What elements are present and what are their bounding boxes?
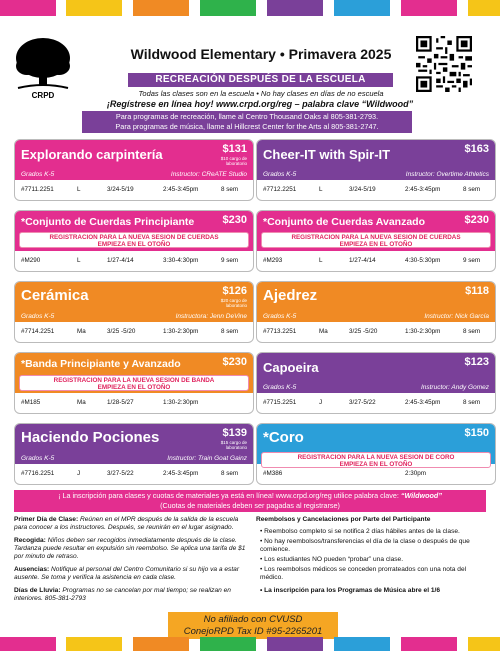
contact-recreation: Para programas de recreación, llame al Centro Thousand Oaks al 805-381-2793. [115,112,379,121]
class-price: $163 [464,143,489,155]
class-instructor: Instructor: Train Goat Gainz [167,455,247,462]
class-price: $230 [222,356,247,368]
class-dates: 3/27-5/22 [107,470,134,477]
class-instructor: Instructor: Overtime Athletics [405,171,489,178]
contact-music: Para programas de música, llame al Hillcrest Center for the Arts al 805-381-2747. [115,122,379,131]
class-sessions: 8 sem [221,328,239,335]
class-instructor: Instructor: CReATE Studio [170,171,247,178]
policy-label: Primer Día de Clase: [14,516,79,523]
class-sessions: 9 sem [463,257,481,264]
top-color-strip [0,0,500,16]
class-name: Cerámica [21,287,89,304]
class-card-pociones[interactable] [14,423,254,485]
class-schedule-row [15,184,253,196]
card-header [257,140,495,170]
refund-item: • Los reembolsos médicos se conceden prorrateados con una nota del médico. [260,566,467,581]
class-code: #M386 [263,470,283,477]
class-sessions: 8 sem [221,186,239,193]
registration-notice [19,375,249,391]
policy-rain-days [14,587,250,603]
card-subheader [257,170,495,180]
refund-item: • No hay reembolsos/transferencias el día de la clase o después de que comience. [260,538,470,553]
card-header [15,282,253,312]
class-schedule-row [257,397,495,409]
card-subheader [257,312,495,322]
class-name: Explorando carpintería [21,147,163,162]
class-code: #M290 [21,257,41,264]
logo-text: CRPD [31,91,55,100]
class-schedule-row [15,255,253,267]
class-price: $118 [465,285,489,297]
class-instructor: Instructora: Jenn DeVine [175,313,247,320]
class-dates: 3/27-5/22 [349,399,376,406]
class-time: 1:30-2:30pm [163,328,199,335]
class-day: L [319,186,323,193]
class-schedule-row [257,326,495,338]
registration-notice [261,232,491,248]
class-grades: Grados K-5 [263,313,297,320]
class-grades: Grados K-5 [263,384,297,391]
class-schedule-row [15,326,253,338]
class-day: Ma [319,328,328,335]
policy-text: Notifique al personal del Centro Comunitario si su hijo va a estar ausente. Se toma y verifica la asistencia en cada clase. [14,566,240,581]
class-instructor: Instructor: Andy Gomez [420,384,489,391]
class-dates: 1/27-4/14 [349,257,376,264]
class-grades: Grados K-5 [21,455,55,462]
class-card-coro[interactable] [256,423,496,485]
card-subheader [257,383,495,393]
policy-absences [14,566,250,582]
page-title: Wildwood Elementary • Primavera 2025 [130,46,392,62]
music-registration-note: • La inscripción para los Programas de Música abre el 1/6 [260,587,441,594]
class-card-cuerdas-avanzado[interactable] [256,210,496,272]
class-card-cuerdas-principiante[interactable] [14,210,254,272]
crpd-tree-logo [14,34,72,104]
class-card-banda[interactable] [14,352,254,414]
class-day: Ma [77,399,86,406]
class-time: 2:45-3:45pm [163,470,199,477]
notice-line: EMPIEZA EN EL OTOÑO [339,461,413,468]
policy-pickup [14,537,250,561]
class-sessions: 8 sem [463,328,481,335]
class-day: Ma [77,328,86,335]
class-day: L [319,257,323,264]
class-schedule-row [257,184,495,196]
class-code: #7715.2251 [263,399,297,406]
notice-line: REGISTRACION PARA LA NUEVA SESION DE CUERDAS [291,233,461,241]
contact-box [82,111,412,133]
class-card-ajedrez[interactable] [256,281,496,343]
class-code: #7711.2251 [21,186,54,193]
class-day: J [77,470,81,477]
class-card-ceramica[interactable] [14,281,254,343]
class-schedule-row [257,468,495,480]
class-schedule-row [15,397,253,409]
class-grades: Grados K-5 [21,171,55,178]
class-name: *Conjunto de Cuerdas Avanzado [263,216,425,228]
policy-text: Niños deben ser recogidos inmediatamente después de la clase. Tardanza puede resultar en expulsión sin reembolso. Se aplica una tarifa de $1 por minuto de retraso. [14,537,246,560]
notice-line: EMPIEZA EN EL OTOÑO [97,384,171,391]
card-subheader [15,312,253,322]
class-sessions: 8 sem [221,470,239,477]
policy-label: Recogida: [14,537,46,544]
class-name: Ajedrez [263,287,318,304]
class-price: $123 [464,356,489,368]
class-name: Capoeira [263,360,319,375]
online-registration-text [14,491,486,501]
program-banner: RECREACIÓN DESPUÉS DE LA ESCUELA [128,73,393,87]
class-dates: 3/24-5/19 [349,186,376,193]
registration-notice [261,452,491,468]
card-header [257,424,495,454]
class-sessions: 8 sem [463,399,481,406]
class-time: 2:30pm [405,470,427,477]
lab-fee: $20 cargo de laboratorio [220,298,247,308]
card-header [15,140,253,170]
class-price: $126 [222,285,247,297]
online-keyword: “Wildwood” [400,491,442,500]
refunds-section [256,516,486,595]
lab-fee: $10 cargo de laboratorio [220,156,247,166]
class-code: #7716.2251 [21,470,55,477]
class-code: #7712.2251 [263,186,297,193]
class-price: $139 [222,427,247,439]
class-price: $150 [464,427,489,439]
online-line: ¡ La inscripción para clases y cuotas de materiales ya está en línea! www.crpd.org/reg utilice palabra clave: [58,491,401,500]
tagline: Todas las clases son en la escuela • No hay clases en días de no escuela [138,89,384,98]
class-code: #7714.2251 [21,328,55,335]
class-sessions: 9 sem [221,257,239,264]
qr-code[interactable] [416,36,472,92]
footer-tax-box [168,612,338,639]
class-code: #M293 [263,257,283,264]
online-registration-bar[interactable] [14,490,486,512]
notice-line: REGISTRACION PARA LA NUEVA SESION DE CORO [297,453,455,461]
refunds-list [256,528,486,582]
bottom-color-strip [0,637,500,651]
class-code: #7713.2251 [263,328,297,335]
class-card-cheer[interactable] [256,139,496,201]
policy-first-day [14,516,250,532]
not-affiliated: No afiliado con CVUSD [203,614,303,625]
class-name: *Banda Principiante y Avanzado [21,358,181,370]
class-grades: Grados K-5 [263,171,297,178]
class-time: 3:30-4:30pm [163,257,199,264]
refund-item: • Reembolso completo si se notifica 2 días hábiles antes de la clase. [260,528,460,535]
class-name: *Conjunto de Cuerdas Principiante [21,216,195,228]
class-time: 1:30-2:30pm [163,399,199,406]
card-header [257,282,495,312]
policies-section [14,516,250,608]
policy-text: Programas no se cancelan por mal tiempo; se realizan en interiores. 805-381-2793 [14,587,231,602]
class-name: Cheer-IT with Spir-IT [263,147,391,162]
class-dates: 1/27-4/14 [107,257,134,264]
class-time: 4:30-5:30pm [405,257,441,264]
class-card-carpinteria[interactable] [14,139,254,201]
notice-line: REGISTRACION PARA LA NUEVA SESION DE BANDA [53,376,215,384]
class-price: $131 [222,143,247,155]
class-time: 2:45-3:45pm [405,186,441,193]
class-day: L [77,186,81,193]
register-online-link[interactable]: ¡Regístrese en línea hoy! www.crpd.org/reg – palabra clave “Wildwood” [106,99,414,109]
class-name: Haciendo Pociones [21,429,160,446]
class-time: 1:30-2:30pm [405,328,441,335]
class-dates: 1/28-5/27 [107,399,134,406]
lab-fee: $15 cargo de laboratorio [220,440,247,450]
notice-line: REGISTRACION PARA LA NUEVA SESION DE CUERDAS [49,233,219,241]
class-price: $230 [222,214,247,226]
class-code: #M185 [21,399,41,406]
class-dates: 3/24-5/19 [107,186,134,193]
class-schedule-row [15,468,253,480]
class-instructor: Instructor: Nick García [424,313,489,320]
card-subheader [15,170,253,180]
refund-item: • Los estudiantes NO pueden “probar” una clase. [260,556,404,563]
tax-id: ConejoRPD Tax ID #95-2265201 [183,626,323,637]
notice-line: EMPIEZA EN EL OTOÑO [339,241,413,248]
refunds-heading: Reembolsos y Cancelaciones por Parte del Participante [256,516,431,523]
class-sessions: 8 sem [463,186,481,193]
class-name: *Coro [263,429,304,446]
class-schedule-row [257,255,495,267]
notice-line: EMPIEZA EN EL OTOÑO [97,241,171,248]
card-header [257,353,495,383]
class-card-capoeira[interactable] [256,352,496,414]
card-header [15,424,253,454]
materials-fee-note: (Cuotas de materiales deben ser pagadas al registrarse) [160,501,340,510]
class-price: $230 [464,214,489,226]
class-day: J [319,399,323,406]
class-time: 2:45-3:45pm [163,186,199,193]
class-dates: 3/25 -5/20 [107,328,136,335]
card-subheader [15,454,253,464]
policy-label: Ausencias: [14,566,50,573]
class-dates: 3/25 -5/20 [349,328,378,335]
class-day: L [77,257,81,264]
policy-label: Días de Lluvia: [14,587,61,594]
class-grades: Grados K-5 [21,313,55,320]
registration-notice [19,232,249,248]
class-time: 2:45-3:45pm [405,399,441,406]
policy-text: Reúnen en el MPR después de la salida de la escuela para conocer a los instructores. Después, se reunirán en el lugar asignado. [14,516,239,531]
